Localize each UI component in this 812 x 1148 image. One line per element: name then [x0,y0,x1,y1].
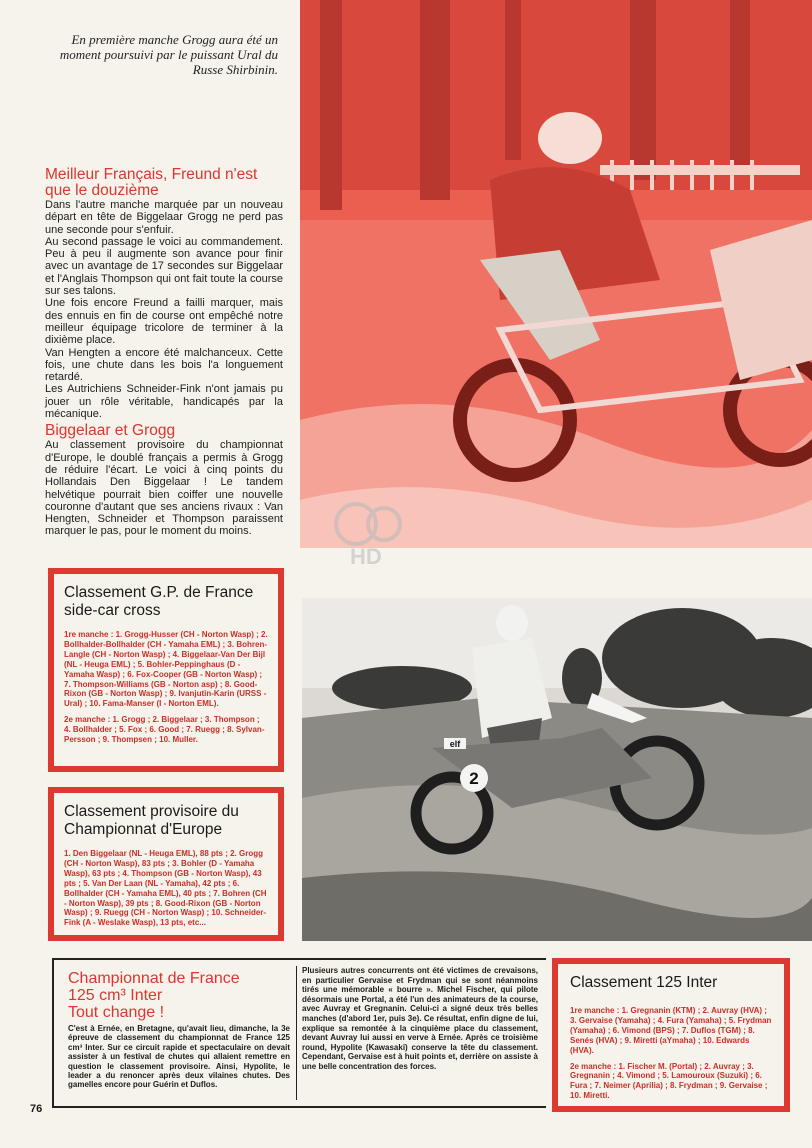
article-heading-1: Meilleur Français, Freund n'est que le douzième [45,166,258,199]
bottom-article-subtitle: Tout change ! [68,1004,165,1021]
article-paragraph: Au second passage le voici au commandement. Peu à peu il augmente son avance pour finir avec un avantage de 17 secondes sur Biggelaar et l'Anglais Thompson qui ont fait toute la course sur ses talons. [45,235,283,298]
gp-results-body [64,630,268,745]
watermark-emblem [330,500,408,550]
article-body-1 [45,199,283,420]
article-paragraph: Une fois encore Freund a failli marquer, mais des ennuis en fin de course ont empêché notre meilleur équipage tricolore de terminer à la dixième place. [45,297,283,347]
inter125-results-title: Classement 125 Inter [570,974,718,991]
race-plate-number: 2 [469,769,479,788]
bottom-article-text-2: Plusieurs autres concurrents ont été victimes de crevaisons, en particulier Gervaise et Frydman qui se sont néanmoins tirés une mémorable « bourre ». Michel Fischer, qui pilote désormais une Portal, a été l'un des animateurs de la course, avec Auvray et Gregnanin. Celui-ci a signé deux très belles manches (d'abord 1er, puis 3e). Ce résultat, enfin digne de lui, explique sa remontée à la cinquième place du classement, devant Auvray lui aussi en verve à Ernée. Après ce troisième round, Hypolite (Kawasaki) conserve la tête du classement. Cependant, Gervaise est à huit points et, derrière on assiste à une belle concentration des forces. [302,966,538,1071]
bottom-article [52,958,546,1108]
photo-caption: En première manche Grogg aura été un moment poursuivi par le puissant Ural du Russe Shirbinin. [59,32,278,77]
bottom-article-text-1: C'est à Ernée, en Bretagne, qu'avait lieu, dimanche, la 3e épreuve de classement du championnat de France 125 cm³ Inter. Sur ce circuit rapide et spectaculaire on devait assister à un festival de chutes qui allaient remettre en question le classement provisoire. Ainsi, Hypolite, le leader a du renoncer après deux vilaines chutes. Des gamelles encore pour Guérin et Duflos. [68,1024,290,1090]
watermark-text: HD [350,544,382,569]
inter125-results-body [570,1006,772,1101]
bottom-article-title: Championnat de France 125 cm³ Inter [68,970,240,1004]
sidecar-photo [300,0,812,548]
article-column [45,167,283,538]
inter125-manche-1: 1re manche : 1. Gregnanin (KTM) ; 2. Auvray (HVA) ; 3. Gervaise (Yamaha) ; 4. Fura (Yamaha) ; 5. Frydman (Yamaha) ; 6. Vimond (BPS) ; 7. Duflos (TGM) ; 8. Senés (HVA) ; 9. Miretti (aYmaha) ; 10. Edwards (HVA). [570,1006,772,1055]
gp-results-box [48,568,284,772]
watermark-logo [330,500,408,576]
motocross-illustration [302,598,812,941]
europe-standings-body: 1. Den Biggelaar (NL - Heuga EML), 88 pts ; 2. Grogg (CH - Norton Wasp), 83 pts ; 3. Bohler (D - Yamaha Wasp), 63 pts ; 4. Thompson (GB - Norton Wasp), 43 pts ; 5. Van Der Laan (NL - Yamaha), 42 pts ; 6. Bollhalder (CH - Yamaha EML), 40 pts ; 7. Bohren (CH - Norton Wasp), 39 pts ; 8. Good-Rixon (GB - Norton Wasp) ; 9. Ruegg (CH - Norton Wasp) ; 10. Schneider-Fink (A - Weslake Wasp), 13 pts, etc... [64,849,267,928]
column-divider [296,966,297,1100]
gp-results-title: Classement G.P. de France side-car cross [64,584,254,619]
page-number: 76 [30,1103,43,1115]
article-heading-2: Biggelaar et Grogg [45,422,176,440]
europe-standings-title: Classement provisoire du Championnat d'Europe [64,803,239,838]
europe-standings-box [48,787,284,941]
motocross-photo [302,598,812,941]
gp-results-manche-1: 1re manche : 1. Grogg-Husser (CH - Norton Wasp) ; 2. Bollhalder-Bollhalder (CH - Yamaha EML) ; 3. Bohren-Langle (CH - Norton Wasp) ; 4. Biggelaar-Van Der Bijl (NL - Heuga EML) ; 5. Bohler-Peppinghaus (D - Yamaha Wasp) ; 6. Fox-Cooper (GB - Norton Wasp) ; 7. Thompson-Williams (GB - Norton asp) ; 8. Good-Rixon (GB - Norton Wasp) ; 9. Ivanjutin-Karin (URSS - Ural) ; 10. Fama-Manser (I - Norton EML). [64,630,268,709]
sidecar-illustration [300,0,812,548]
inter125-manche-2: 2e manche : 1. Fischer M. (Portal) ; 2. Auvray ; 3. Gregnanin ; 4. Vimond ; 5. Lamouroux (Suzuki) ; 6. Fura ; 7. Neimer (Aprilia) ; 8. Frydman ; 9. Gervaise ; 10. Miretti. [570,1061,768,1101]
article-paragraph: Dans l'autre manche marquée par un nouveau départ en tête de Biggelaar Grogg ne perd pas une seconde pour s'enfuir. [45,199,283,236]
article-paragraph: Les Autrichiens Schneider-Fink n'ont jamais pu jouer un rôle véritable, handicapés par la mécanique. [45,383,283,421]
bottom-article-col-1 [68,970,290,1090]
fairing-sponsor-text: elf [449,739,461,749]
gp-results-manche-2: 2e manche : 1. Grogg ; 2. Biggelaar ; 3. Thompson ; 4. Bollhalder ; 5. Fox ; 6. Good ; 7. Ruegg ; 8. Sylvan-Persson ; 9. Thompsen ; 10. Muller. [64,715,265,745]
article-paragraph: Au classement provisoire du championnat d'Europe, le doublé français a permis à Grogg de réduire l'écart. Le voici à cinq points du Hollandais Den Biggelaar ! Le tandem helvétique pourrait bien coiffer une nouvelle couronne d'autant que ses anciens rivaux : Van Hengten, Schneider et Thompson paraissent marquer le pas, pour le moment du moins. [45,439,283,538]
inter125-results-box [552,958,790,1112]
article-paragraph: Van Hengten a encore été malchanceux. Cette fois, une chute dans les bois l'a longuement retardé. [45,346,283,384]
